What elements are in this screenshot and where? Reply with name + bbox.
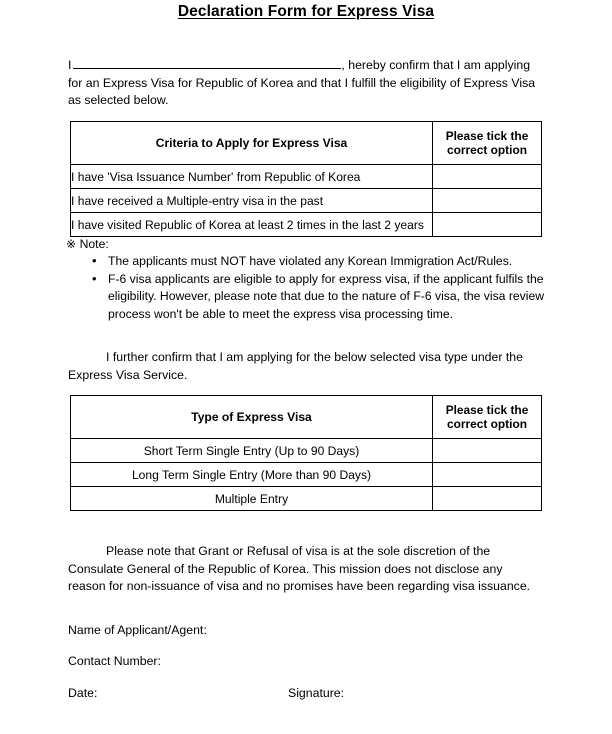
table-header-row [71,396,542,439]
visatype-header-main: Type of Express Visa [71,396,433,439]
criteria-tick-box-0[interactable] [433,165,542,189]
intro-body-text: , hereby confirm that I am applying for an Express Visa for Republic of Korea and that I fulfill the eligibility of Express Visa as selected below. [68,58,536,108]
criteria-header-main: Criteria to Apply for Express Visa [71,122,433,165]
contact-number-label: Contact Number: [68,654,161,668]
visatype-row-label-2: Multiple Entry [71,487,433,511]
list-item: • The applicants must NOT have violated any Korean Immigration Act/Rules. [92,253,546,270]
list-item: • F-6 visa applicants are eligible to apply for express visa, if the applicant fulfils the eligibility. However, please note that due to the nature of F-6 visa, the visa review process won't be able to meet the express visa processing time. [92,271,546,323]
visatype-header-tick: Please tick the correct option [433,396,542,439]
criteria-header-tick: Please tick the correct option [433,122,542,165]
date-field[interactable] [68,686,97,700]
visa-type-table [70,395,542,511]
table-row [71,165,542,189]
note-section [66,236,546,323]
visatype-row-label-0: Short Term Single Entry (Up to 90 Days) [71,439,433,463]
visatype-tick-box-1[interactable] [433,463,542,487]
visatype-row-label-1: Long Term Single Entry (More than 90 Days) [71,463,433,487]
table-row [71,487,542,511]
further-confirmation-text: I further confirm that I am applying for the below selected visa type under the Express Visa Service. [68,350,523,382]
criteria-row-label-2: I have visited Republic of Korea at least 2 times in the last 2 years [71,213,433,237]
closing-paragraph [68,543,542,596]
intro-lead-text: I [68,58,72,72]
criteria-table [70,121,542,237]
visatype-tick-box-2[interactable] [433,487,542,511]
date-label: Date: [68,686,98,700]
note-heading: ※ Note: [66,237,109,251]
table-header-row [71,122,542,165]
table-row [71,463,542,487]
visatype-tick-box-0[interactable] [433,439,542,463]
note-list [66,253,546,323]
applicant-name-label: Name of Applicant/Agent: [68,623,207,637]
criteria-tick-box-1[interactable] [433,189,542,213]
applicant-name-blank[interactable] [73,57,341,69]
page-title: Declaration Form for Express Visa [177,3,435,20]
intro-paragraph [68,57,542,110]
criteria-row-label-0: I have 'Visa Issuance Number' from Republic of Korea [71,165,433,189]
signature-field[interactable] [288,686,344,700]
closing-text: Please note that Grant or Refusal of visa is at the sole discretion of the Consulate General of the Republic of Korea. This mission does not disclose any reason for non-issuance of visa and no promises have been regarding visa issuance. [68,544,531,594]
criteria-tick-box-2[interactable] [433,213,542,237]
table-row [71,189,542,213]
signature-label: Signature: [288,686,345,700]
criteria-row-label-1: I have received a Multiple-entry visa in the past [71,189,433,213]
table-row [71,439,542,463]
further-confirmation-paragraph [68,349,542,384]
applicant-name-field[interactable] [68,623,207,637]
contact-number-field[interactable] [68,654,161,668]
table-row [71,213,542,237]
